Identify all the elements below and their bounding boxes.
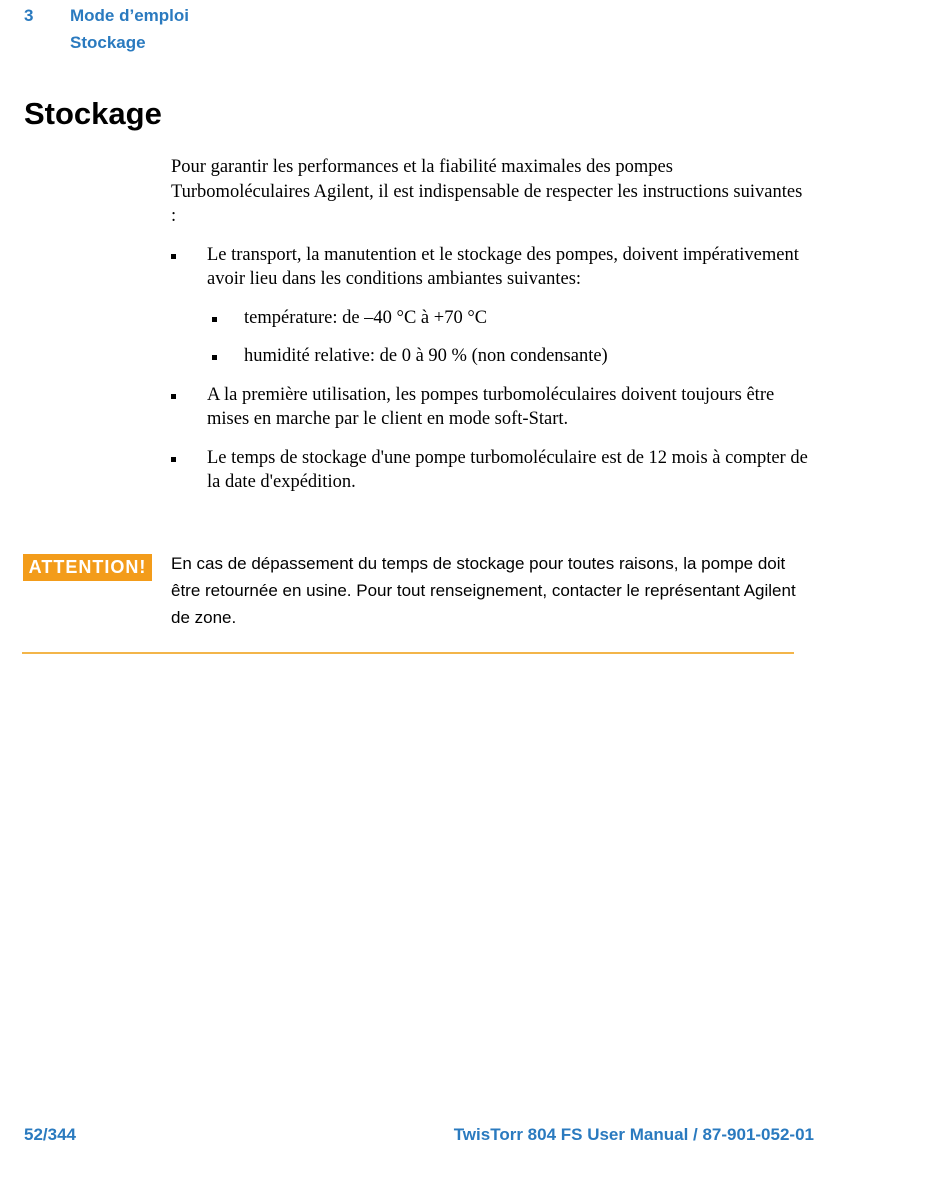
section-name: Stockage xyxy=(70,33,146,52)
section-divider xyxy=(22,652,794,654)
chapter-title: Mode d’emploi xyxy=(70,6,189,25)
body-text xyxy=(171,155,811,509)
list-item xyxy=(171,243,811,369)
bullet-icon xyxy=(171,254,176,259)
attention-badge: ATTENTION! xyxy=(23,554,152,581)
page-title: Stockage xyxy=(24,96,162,131)
list-item-text: Le temps de stockage d'une pompe turbomoléculaire est de 12 mois à compter de la date d'expédition. xyxy=(207,447,808,492)
running-header xyxy=(24,2,189,56)
list-item-text: A la première utilisation, les pompes turbomoléculaires doivent toujours être mises en marche par le client en mode soft-Start. xyxy=(207,384,775,429)
bullet-list xyxy=(171,243,811,495)
list-item xyxy=(171,446,811,495)
sub-list-item xyxy=(207,306,811,331)
bullet-icon xyxy=(212,317,217,322)
sub-list-item-text: humidité relative: de 0 à 90 % (non condensante) xyxy=(244,346,608,366)
page-number: 52/344 xyxy=(24,1125,76,1144)
bullet-icon xyxy=(171,394,176,399)
sub-bullet-list xyxy=(207,306,811,369)
attention-text: En cas de dépassement du temps de stockage pour toutes raisons, la pompe doit être retournée en usine. Pour tout renseignement, contacter le représentant Agilent de zone. xyxy=(171,554,796,627)
bullet-icon xyxy=(171,457,176,462)
bullet-icon xyxy=(212,355,217,360)
intro-paragraph: Pour garantir les performances et la fiabilité maximales des pompes Turbomoléculaires Agilent, il est indispensable de respecter les instructions suivantes : xyxy=(171,157,803,226)
list-item xyxy=(171,383,811,432)
sub-list-item xyxy=(207,344,811,369)
manual-reference: TwisTorr 804 FS User Manual / 87-901-052-01 xyxy=(453,1125,814,1144)
sub-list-item-text: température: de –40 °C à +70 °C xyxy=(244,307,488,328)
chapter-number: 3 xyxy=(24,6,34,25)
list-item-text: Le transport, la manutention et le stockage des pompes, doivent impérativement avoir lieu dans les conditions ambiantes suivantes: xyxy=(207,244,799,289)
